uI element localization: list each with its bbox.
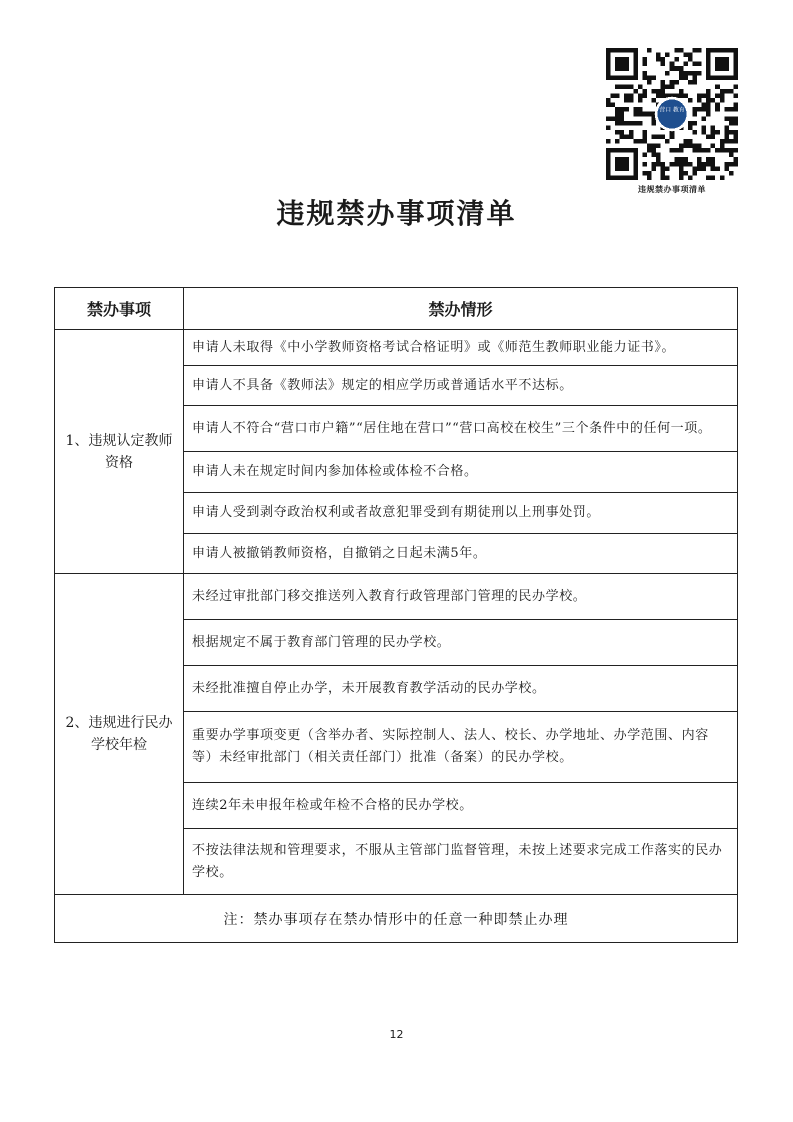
qr-logo-text: 营口 教育: [659, 107, 685, 114]
situation-cell: 申请人不符合“营口市户籍”“居住地在营口”“营口高校在校生”三个条件中的任何一项。: [184, 406, 738, 452]
situation-cell: 申请人不具备《教师法》规定的相应学历或普通话水平不达标。: [184, 366, 738, 406]
situation-cell: 不按法律法规和管理要求，不服从主管部门监督管理，未按上述要求完成工作落实的民办学校。: [184, 829, 738, 895]
situation-cell: 申请人受到剥夺政治权利或者故意犯罪受到有期徒刑以上刑事处罚。: [184, 493, 738, 534]
category-cell: 2、违规进行民办学校年检: [55, 574, 184, 895]
situation-cell: 申请人未在规定时间内参加体检或体检不合格。: [184, 452, 738, 493]
qr-caption: 违规禁办事项清单: [638, 185, 706, 194]
page-number: 12: [389, 1028, 404, 1041]
prohibited-items-table: [54, 287, 738, 943]
qr-code-block: [604, 48, 740, 195]
situation-cell: 未经批准擅自停止办学，未开展教育教学活动的民办学校。: [184, 666, 738, 712]
table-row: [55, 330, 738, 366]
situation-cell: 申请人未取得《中小学教师资格考试合格证明》或《师范生教师职业能力证书》。: [184, 330, 738, 366]
qr-logo-icon: [657, 99, 686, 128]
situation-cell: 未经过审批部门移交推送列入教育行政管理部门管理的民办学校。: [184, 574, 738, 620]
situation-cell: 申请人被撤销教师资格，自撤销之日起未满5年。: [184, 534, 738, 574]
table-row: [55, 574, 738, 620]
situation-cell: 连续2年未申报年检或年检不合格的民办学校。: [184, 783, 738, 829]
qr-code-image: [606, 48, 738, 180]
note-row: [55, 895, 738, 943]
page-title: 违规禁办事项清单: [276, 197, 517, 230]
header-situation: 禁办情形: [184, 288, 738, 330]
header-category: 禁办事项: [55, 288, 184, 330]
category-cell: 1、违规认定教师资格: [55, 330, 184, 574]
situation-cell: 重要办学事项变更（含举办者、实际控制人、法人、校长、办学地址、办学范围、内容等）未经审批部门（相关责任部门）批准（备案）的民办学校。: [184, 712, 738, 783]
table-header-row: [55, 288, 738, 330]
table-note: 注：禁办事项存在禁办情形中的任意一种即禁止办理: [55, 895, 738, 943]
situation-cell: 根据规定不属于教育部门管理的民办学校。: [184, 620, 738, 666]
